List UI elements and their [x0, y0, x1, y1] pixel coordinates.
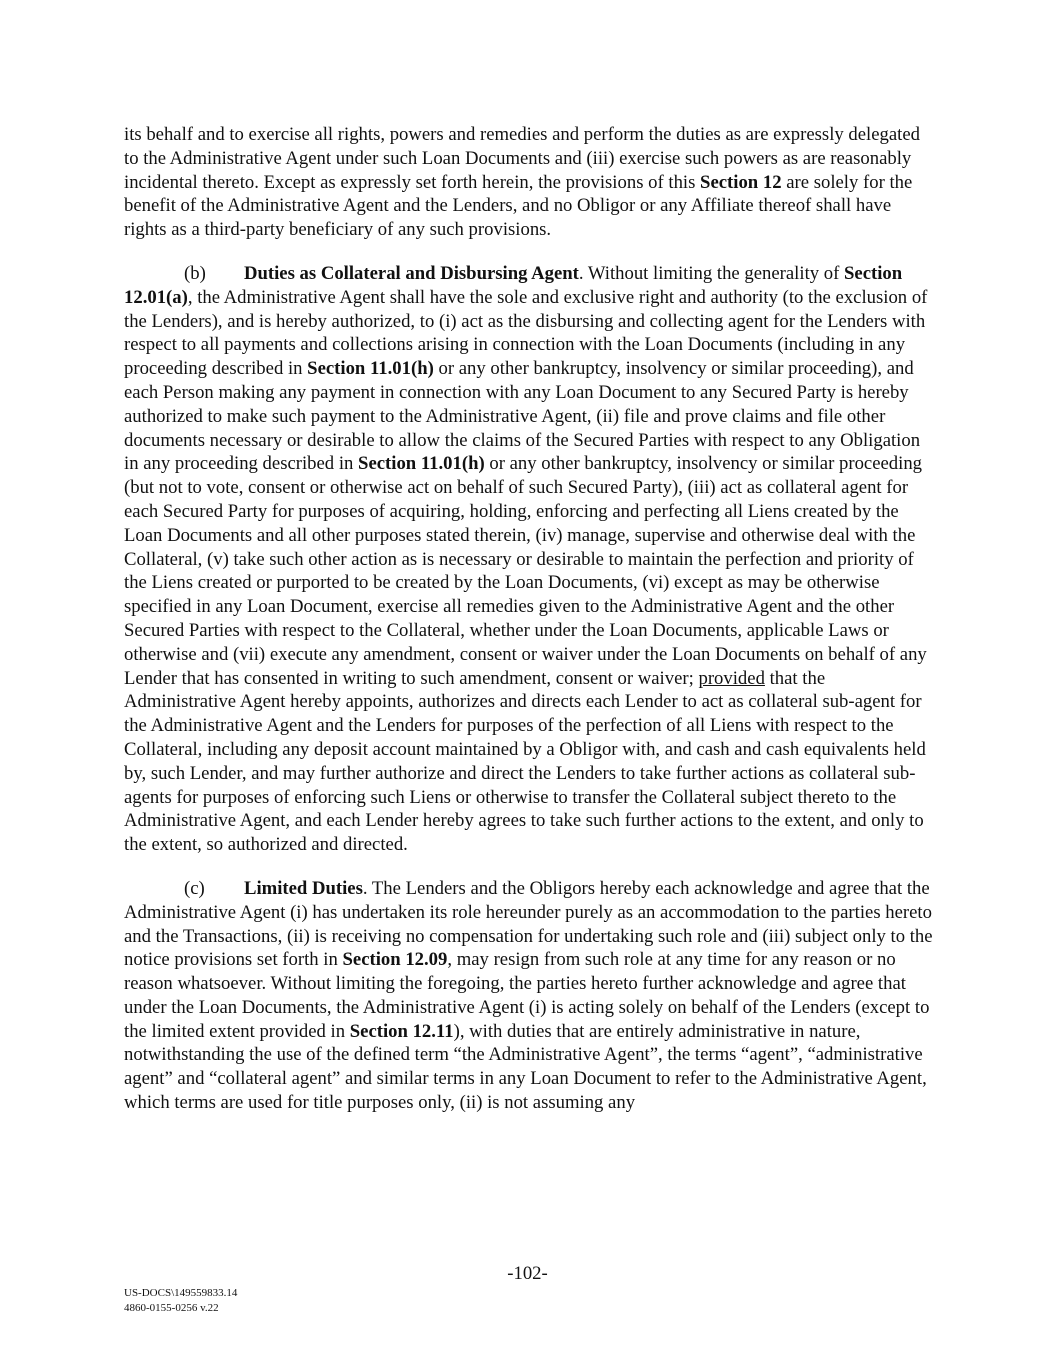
section-reference: Section 12.09 — [342, 949, 448, 971]
paragraph-heading: Duties as Collateral and Disbursing Agent — [244, 262, 579, 284]
document-body — [124, 123, 936, 1115]
paragraph-marker: (c) — [184, 877, 205, 899]
text-run: are solely for the benefit of the Administrative Agent and the Lenders, and no Obligor or any Affiliate thereof shall have rights as a third-party beneficiary of any such provisions. — [124, 171, 913, 241]
paragraph-a-continued — [124, 123, 936, 242]
text-run: . Without limiting the generality of — [578, 262, 845, 284]
page-number: -102- — [507, 1263, 548, 1284]
text-run: its behalf and to exercise all rights, powers and remedies and perform the duties as are expressly delegated to the Administrative Agent under such Loan Documents and (iii) exercise such powers as are reasonably incidental thereto. Except as expressly set forth herein, the provisions of this — [124, 124, 921, 193]
footer-doc-id: US-DOCS\149559833.14 — [124, 1287, 238, 1299]
section-reference: Section 12.01(a) — [124, 262, 903, 308]
text-run: , the Administrative Agent shall have the sole and exclusive right and authority (to the exclusion of the Lenders), and is hereby authorized, to (i) act as the disbursing and collecting agent for the Lenders with respect to all payments and collections arising in connection with the Loan Documents (including in any proceeding described in — [124, 286, 928, 380]
section-reference: Section 11.01(h) — [358, 453, 485, 475]
text-run: ), with duties that are entirely administrative in nature, notwithstanding the use of the defined term “the Administrative Agent”, the terms “agent”, “administrative agent” and “collateral agent” and similar terms in any Loan Document to refer to the Administrative Agent, which terms are used for title purposes only, (ii) is not assuming any — [124, 1020, 927, 1114]
section-reference: Section 11.01(h) — [307, 358, 434, 380]
footer-doc-version: 4860-0155-0256 v.22 — [124, 1302, 219, 1314]
text-run: or any other bankruptcy, insolvency or similar proceeding (but not to vote, consent or otherwise act on behalf of such Secured Party), (iii) act as collateral agent for each Secured Party for purposes of acquiring, holding, enforcing and perfecting all Liens created by the Loan Documents and all other purposes stated therein, (iv) manage, supervise and otherwise deal with the Collateral, (v) take such other action as is necessary or desirable to maintain the perfection and priority of the Liens created or purported to be created by the Loan Documents, (vi) except as may be otherwise specified in any Loan Document, exercise all remedies given to the Administrative Agent and the other Secured Parties with respect to the Collateral, whether under the Loan Documents, applicable Laws or otherwise and (vii) execute any amendment, consent or waiver under the Loan Documents on behalf of any Lender that has consented in writing to such amendment, consent or waiver; — [124, 453, 927, 689]
paragraph-marker: (b) — [184, 262, 206, 284]
section-reference: Section 12.11 — [349, 1020, 454, 1042]
text-run: . The Lenders and the Obligors hereby each acknowledge and agree that the Administrative Agent (i) has undertaken its role hereunder purely as an accommodation to the parties hereto and the Transactions, (ii) is receiving no compensation for undertaking such role and (iii) subject only to the notice provisions set forth in — [124, 877, 933, 971]
text-run: that the Administrative Agent hereby appoints, authorizes and directs each Lender to act as collateral sub-agent for the Administrative Agent and the Lenders for purposes of the perfection of all Liens with respect to the Collateral, including any deposit account maintained by a Obligor with, and cash and cash equivalents held by, such Lender, and may further authorize and direct the Lenders to take further actions as collateral sub-agents for purposes of enforcing such Liens or otherwise to transfer the Collateral subject thereto to the Administrative Agent, and each Lender hereby agrees to take such further actions to the extent, and only to the extent, so authorized and directed. — [124, 667, 926, 856]
document-footer — [124, 1286, 237, 1316]
section-reference: Section 12 — [700, 171, 782, 193]
text-run: , may resign from such role at any time for any reason or no reason whatsoever. Without limiting the foregoing, the parties hereto further acknowledge and agree that under the Loan Documents, the Administrative Agent (i) is acting solely on behalf of the Lenders (except to the limited extent provided in — [124, 949, 930, 1042]
paragraph-heading: Limited Duties — [244, 877, 363, 899]
paragraph-c — [124, 877, 936, 1115]
paragraph-b — [124, 262, 936, 857]
text-run: or any other bankruptcy, insolvency or similar proceeding), and each Person making any payment in connection with any Loan Document to any Secured Party is hereby authorized to make such payment to the Administrative Agent, (ii) file and prove claims and file other documents necessary or desirable to allow the claims of the Secured Parties with respect to any Obligation in any proceeding described in — [124, 358, 921, 475]
underlined-term: provided — [698, 667, 765, 689]
